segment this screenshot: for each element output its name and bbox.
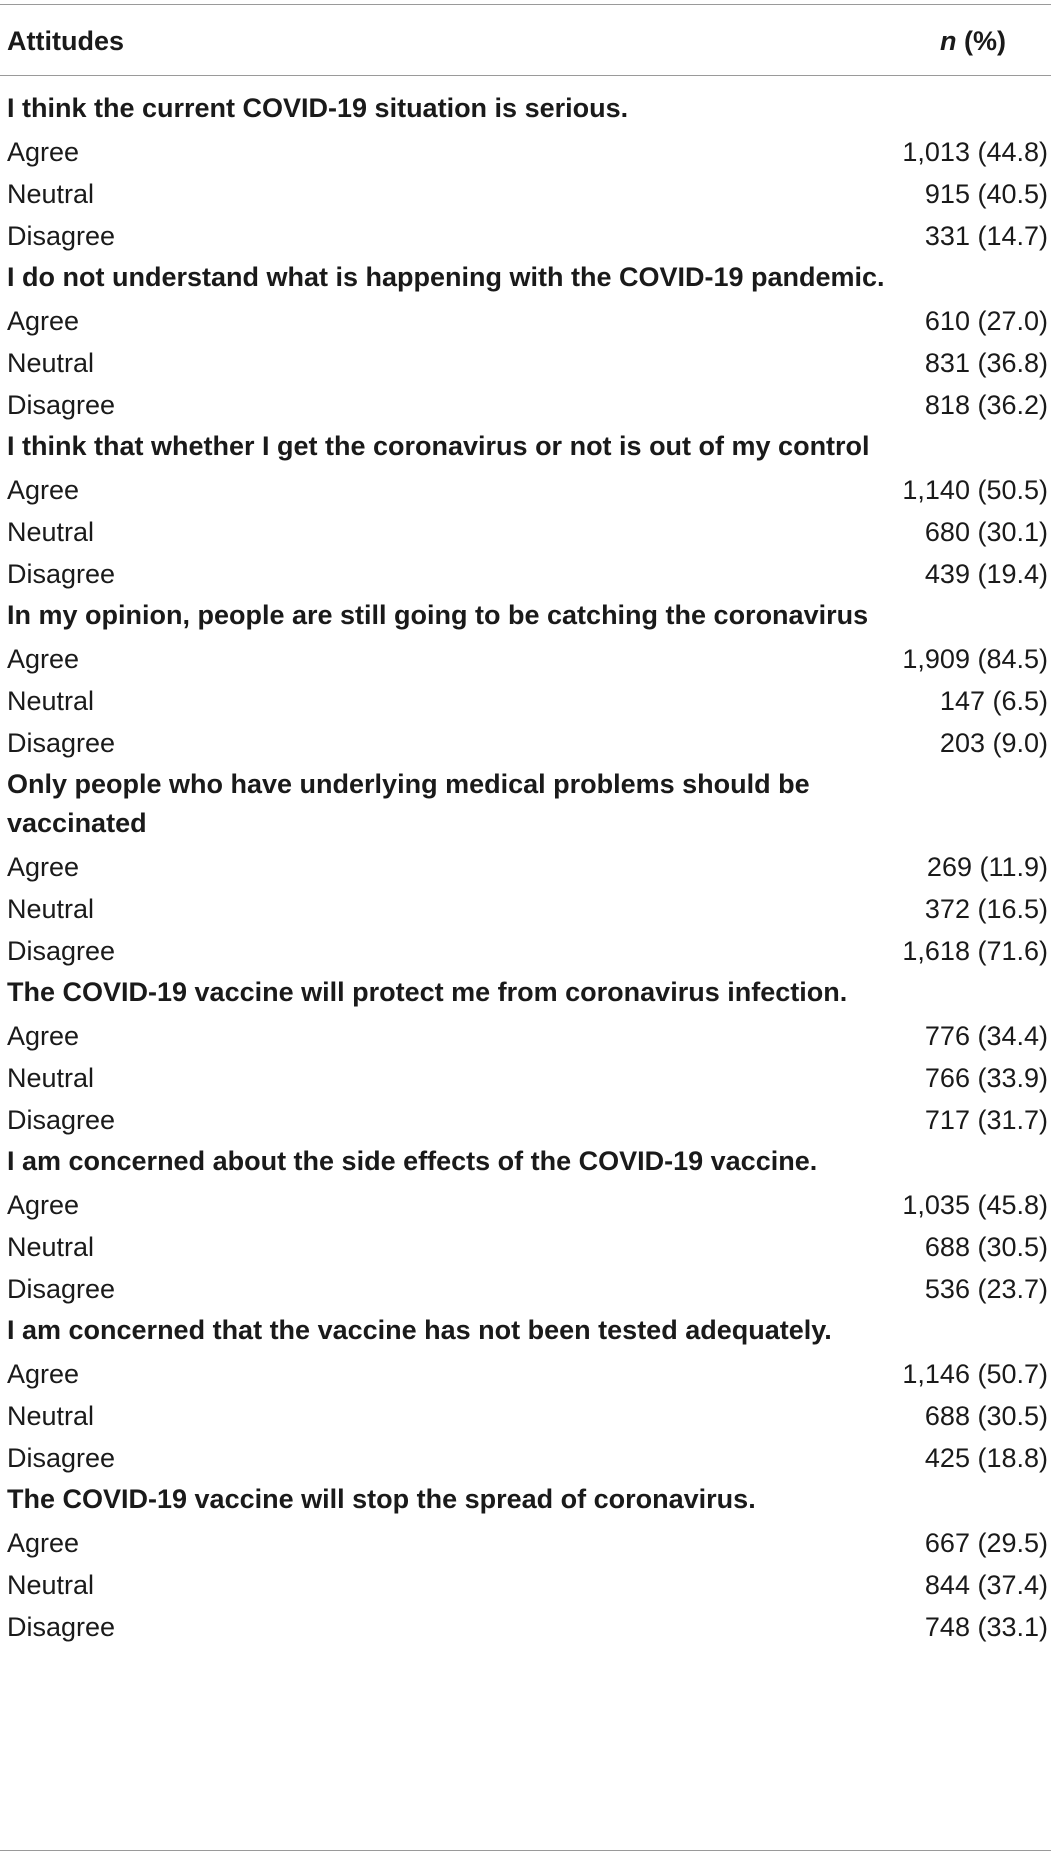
response-value: 688 (30.5) bbox=[924, 1232, 1048, 1262]
table-header-rule bbox=[0, 75, 1051, 76]
response-label: Agree bbox=[7, 1359, 80, 1389]
response-value: 748 (33.1) bbox=[924, 1612, 1048, 1642]
table-row bbox=[0, 722, 1051, 764]
question-heading: I do not understand what is happening with the COVID-19 pandemic. bbox=[7, 262, 885, 292]
response-value: 915 (40.5) bbox=[924, 179, 1048, 209]
response-label: Neutral bbox=[7, 1232, 95, 1262]
response-label: Disagree bbox=[7, 221, 116, 251]
response-value: 269 (11.9) bbox=[926, 852, 1048, 882]
table-row bbox=[0, 1353, 1051, 1395]
table-row bbox=[0, 511, 1051, 553]
table-row bbox=[0, 638, 1051, 680]
response-label: Disagree bbox=[7, 1105, 116, 1135]
question-heading: I think that whether I get the coronavirus or not is out of my control bbox=[7, 431, 870, 461]
response-value: 680 (30.1) bbox=[924, 517, 1048, 547]
response-value: 717 (31.7) bbox=[924, 1105, 1048, 1135]
response-value: 667 (29.5) bbox=[924, 1528, 1048, 1558]
response-label: Agree bbox=[7, 1021, 80, 1051]
header-attitudes: Attitudes bbox=[7, 26, 124, 56]
response-value: 831 (36.8) bbox=[924, 348, 1048, 378]
table-row bbox=[0, 846, 1051, 888]
table-row bbox=[0, 1268, 1051, 1310]
table-body bbox=[0, 88, 1051, 1648]
response-label: Disagree bbox=[7, 559, 116, 589]
response-label: Agree bbox=[7, 1190, 80, 1220]
response-label: Neutral bbox=[7, 1063, 95, 1093]
response-label: Agree bbox=[7, 1528, 80, 1558]
table-row bbox=[0, 469, 1051, 511]
question-heading: I think the current COVID-19 situation is serious. bbox=[7, 93, 629, 123]
question-heading: Only people who have underlying medical problems should be vaccinated bbox=[7, 769, 810, 838]
response-value: 1,618 (71.6) bbox=[902, 936, 1048, 966]
response-value: 1,013 (44.8) bbox=[902, 137, 1048, 167]
response-value: 844 (37.4) bbox=[924, 1570, 1048, 1600]
table-row bbox=[0, 384, 1051, 426]
response-label: Disagree bbox=[7, 1274, 116, 1304]
response-value: 610 (27.0) bbox=[924, 306, 1048, 336]
response-label: Disagree bbox=[7, 728, 116, 758]
response-value: 439 (19.4) bbox=[924, 559, 1048, 589]
response-value: 1,909 (84.5) bbox=[902, 644, 1048, 674]
response-label: Agree bbox=[7, 306, 80, 336]
table-row bbox=[0, 215, 1051, 257]
table-row bbox=[0, 342, 1051, 384]
question-heading: The COVID-19 vaccine will protect me from coronavirus infection. bbox=[7, 977, 848, 1007]
question-heading: In my opinion, people are still going to be catching the coronavirus bbox=[7, 600, 869, 630]
question-heading: The COVID-19 vaccine will stop the spread of coronavirus. bbox=[7, 1484, 756, 1514]
question-heading: I am concerned about the side effects of the COVID-19 vaccine. bbox=[7, 1146, 818, 1176]
response-label: Disagree bbox=[7, 390, 116, 420]
response-value: 766 (33.9) bbox=[924, 1063, 1048, 1093]
response-label: Agree bbox=[7, 137, 80, 167]
response-label: Neutral bbox=[7, 517, 95, 547]
table-row bbox=[0, 1522, 1051, 1564]
table-row bbox=[0, 680, 1051, 722]
response-value: 203 (9.0) bbox=[939, 728, 1048, 758]
response-label: Neutral bbox=[7, 348, 95, 378]
response-label: Agree bbox=[7, 644, 80, 674]
response-value: 1,146 (50.7) bbox=[902, 1359, 1048, 1389]
table-header bbox=[0, 5, 1051, 75]
table-bottom-rule bbox=[0, 1850, 1051, 1851]
response-value: 372 (16.5) bbox=[924, 894, 1048, 924]
table-row bbox=[0, 1606, 1051, 1648]
response-value: 1,140 (50.5) bbox=[902, 475, 1048, 505]
response-label: Neutral bbox=[7, 1570, 95, 1600]
response-value: 776 (34.4) bbox=[924, 1021, 1048, 1051]
table-row bbox=[0, 1184, 1051, 1226]
table-row bbox=[0, 1226, 1051, 1268]
response-label: Neutral bbox=[7, 179, 95, 209]
table-row bbox=[0, 1015, 1051, 1057]
table-row bbox=[0, 1395, 1051, 1437]
response-value: 147 (6.5) bbox=[939, 686, 1048, 716]
table-row bbox=[0, 131, 1051, 173]
response-value: 1,035 (45.8) bbox=[902, 1190, 1048, 1220]
response-value: 425 (18.8) bbox=[924, 1443, 1048, 1473]
response-label: Neutral bbox=[7, 894, 95, 924]
response-label: Disagree bbox=[7, 936, 116, 966]
response-label: Neutral bbox=[7, 1401, 95, 1431]
table-row bbox=[0, 1437, 1051, 1479]
response-label: Agree bbox=[7, 475, 80, 505]
response-label: Disagree bbox=[7, 1443, 116, 1473]
response-label: Neutral bbox=[7, 686, 95, 716]
header-n: n bbox=[940, 26, 957, 56]
table-row bbox=[0, 930, 1051, 972]
table-row bbox=[0, 553, 1051, 595]
header-n-percent bbox=[940, 25, 1006, 57]
response-label: Agree bbox=[7, 852, 80, 882]
response-label: Disagree bbox=[7, 1612, 116, 1642]
question-heading: I am concerned that the vaccine has not been tested adequately. bbox=[7, 1315, 832, 1345]
table-row bbox=[0, 300, 1051, 342]
response-value: 688 (30.5) bbox=[924, 1401, 1048, 1431]
table-row bbox=[0, 173, 1051, 215]
response-value: 818 (36.2) bbox=[924, 390, 1048, 420]
response-value: 536 (23.7) bbox=[924, 1274, 1048, 1304]
table-row bbox=[0, 888, 1051, 930]
response-value: 331 (14.7) bbox=[924, 221, 1048, 251]
table-row bbox=[0, 1057, 1051, 1099]
table-row bbox=[0, 1099, 1051, 1141]
table-row bbox=[0, 1564, 1051, 1606]
header-percent: (%) bbox=[956, 26, 1006, 56]
